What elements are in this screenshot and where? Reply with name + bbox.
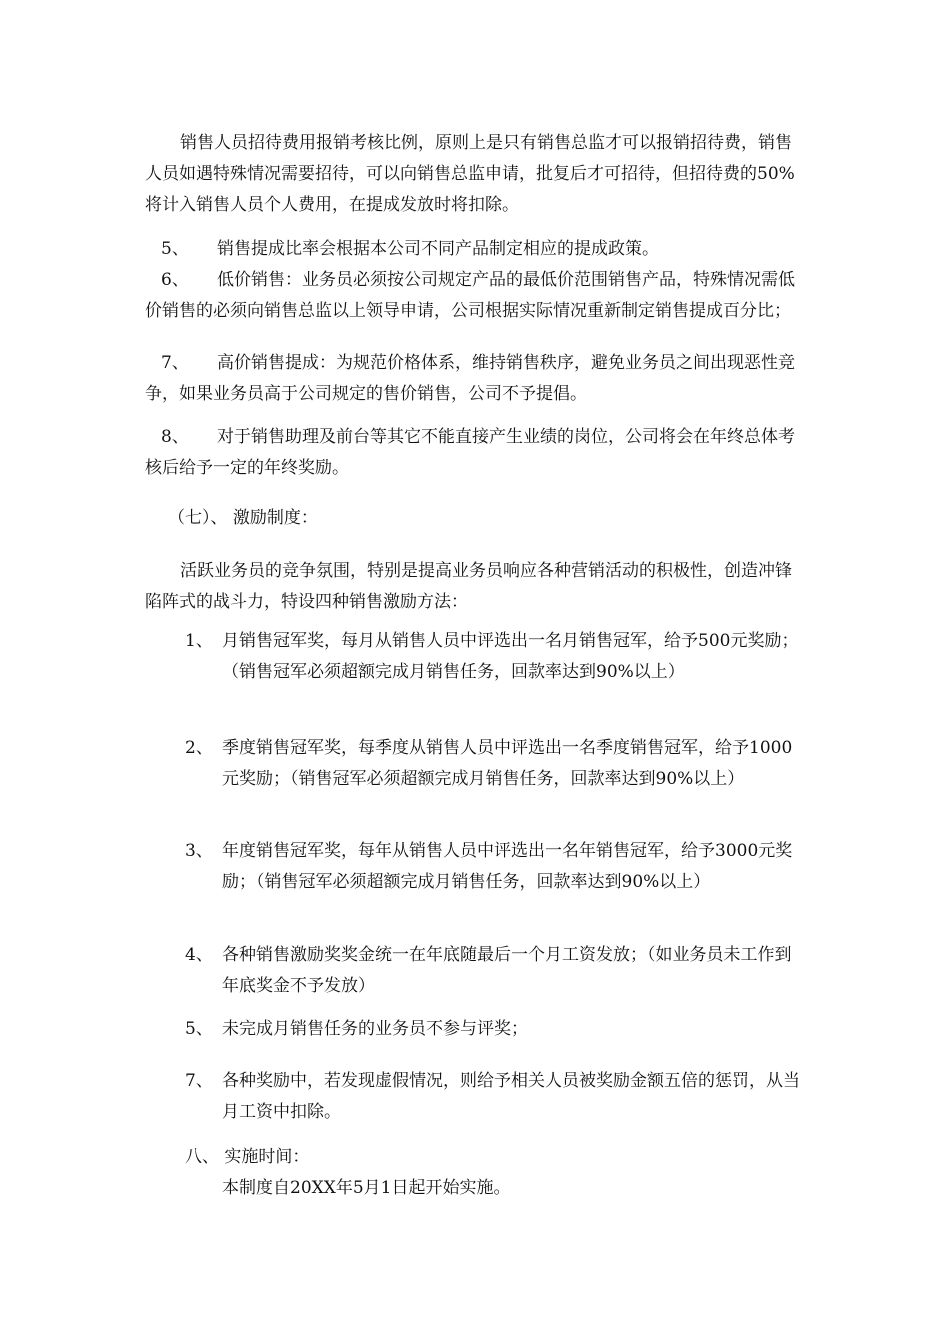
list-number: 5、	[185, 1019, 213, 1039]
list-number: 3、	[185, 841, 213, 861]
list-text: 未完成月销售任务的业务员不参与评奖；	[222, 1019, 528, 1039]
item-6	[145, 265, 807, 327]
section-7-intro: 活跃业务员的竞争氛围，特别是提高业务员响应各种营销活动的积极性，创造冲锋陷阵式的战斗力，特设四种销售激励方法：	[145, 561, 792, 612]
hospitality-paragraph: 销售人员招待费用报销考核比例，原则上是只有销售总监才可以报销招待费，销售人员如遇特殊情况需要招待，可以向销售总监申请，批复后才可招待，但招待费的50%将计入销售人员个人费用，在提成发放时将扣除。	[145, 133, 795, 215]
section-7-heading: （七）、 激励制度：	[168, 508, 318, 528]
item-text: 对于销售助理及前台等其它不能直接产生业绩的岗位，公司将会在年终总体考核后给予一定的年终奖励。	[145, 427, 795, 478]
item-text: 销售提成比率会根据本公司不同产品制定相应的提成政策。	[217, 239, 659, 259]
list-text: 年度销售冠军奖，每年从销售人员中评选出一名年销售冠军，给予3000元奖励；（销售冠军必须超额完成月销售任务，回款率达到90%以上）	[222, 841, 793, 892]
list-number: 7、	[185, 1071, 213, 1091]
item-8	[145, 422, 807, 484]
list-text: 季度销售冠军奖，每季度从销售人员中评选出一名季度销售冠军，给予1000元奖励；（销售冠军必须超额完成月销售任务，回款率达到90%以上）	[222, 738, 793, 789]
item-text: 低价销售：业务员必须按公司规定产品的最低价范围销售产品，特殊情况需低价销售的必须向销售总监以上领导申请，公司根据实际情况重新制定销售提成百分比；	[145, 270, 795, 321]
list-text: 月销售冠军奖，每月从销售人员中评选出一名月销售冠军，给予500元奖励；（销售冠军必须超额完成月销售任务，回款率达到90%以上）	[222, 631, 799, 682]
section-8-heading: 八、 实施时间：	[185, 1147, 310, 1167]
section-8-text: 本制度自20XX年5月1日起开始实施。	[222, 1178, 511, 1198]
list-number: 2、	[185, 738, 213, 758]
list-number: 4、	[185, 945, 213, 965]
item-number: 8、	[161, 427, 189, 447]
list-text: 各种销售激励奖奖金统一在年底随最后一个月工资发放；（如业务员未工作到年底奖金不予发放）	[222, 945, 792, 996]
item-number: 7、	[161, 353, 189, 373]
item-number: 5、	[161, 239, 189, 259]
list-number: 1、	[185, 631, 213, 651]
item-5	[145, 234, 807, 265]
item-text: 高价销售提成：为规范价格体系，维持销售秩序，避免业务员之间出现恶性竞争，如果业务员高于公司规定的售价销售，公司不予提倡。	[145, 353, 795, 404]
item-number: 6、	[161, 270, 189, 290]
list-text: 各种奖励中，若发现虚假情况，则给予相关人员被奖励金额五倍的惩罚，从当月工资中扣除。	[222, 1071, 800, 1122]
item-7	[145, 348, 807, 410]
